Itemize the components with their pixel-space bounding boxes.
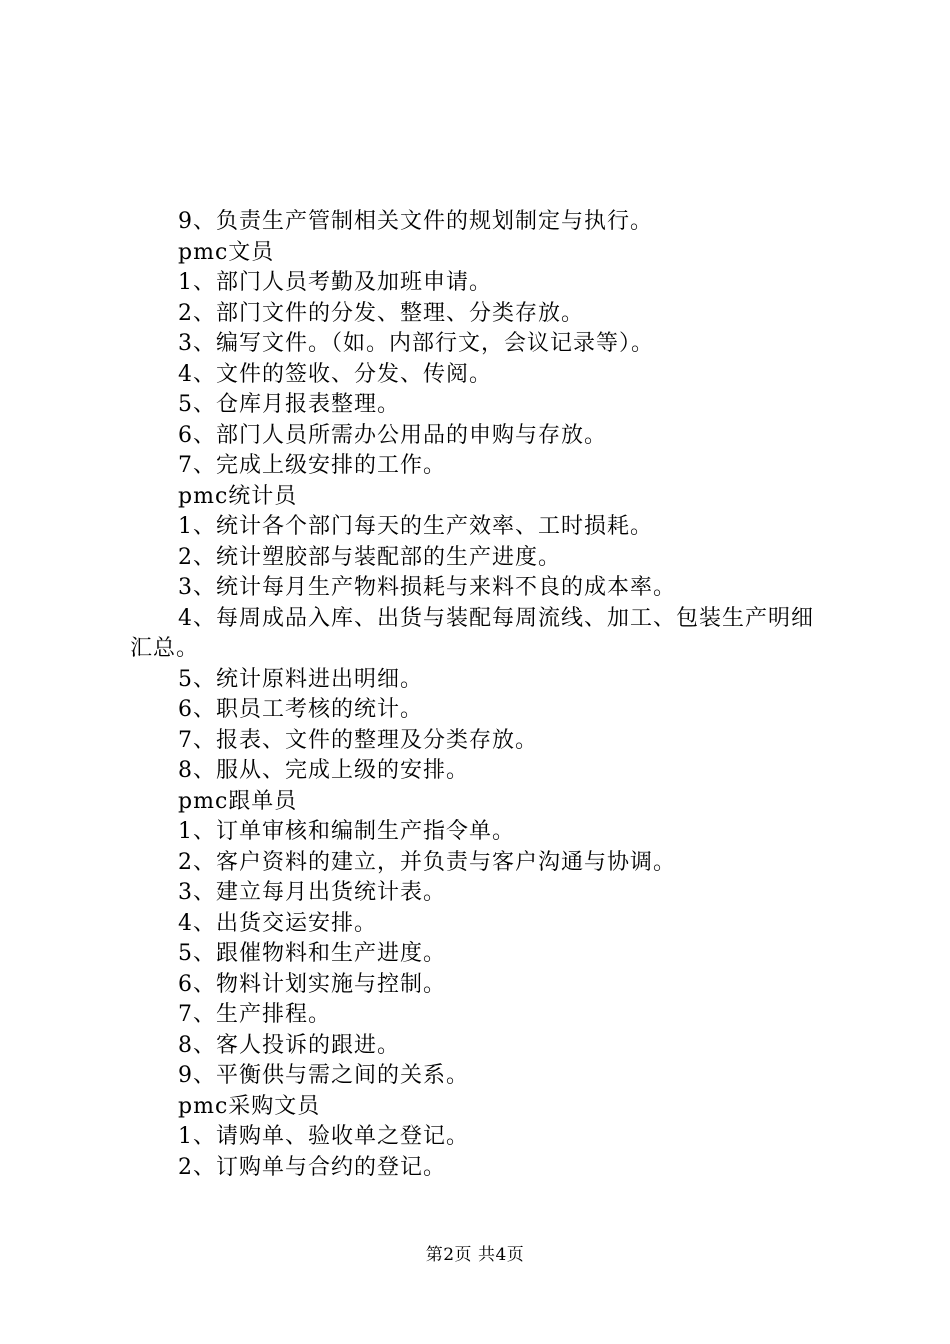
text-line: 7、生产排程。 xyxy=(178,1002,331,1027)
text-line: 3、编写文件。（如。内部行文，会议记录等）。 xyxy=(178,331,654,356)
text-line: 5、统计原料进出明细。 xyxy=(178,666,423,692)
text-line: 7、完成上级安排的工作。 xyxy=(178,453,446,478)
text-line: 6、物料计划实施与控制。 xyxy=(178,971,446,997)
text-line: 1、部门人员考勤及加班申请。 xyxy=(178,270,492,295)
text-line: 5、仓库月报表整理。 xyxy=(178,392,400,417)
text-paragraph: 4、每周成品入库、出货与装配每周流线、加工、包装生产明细汇总。 xyxy=(130,605,814,661)
text-line: 1、统计各个部门每天的生产效率、工时损耗。 xyxy=(178,514,653,539)
text-line: 2、部门文件的分发、整理、分类存放。 xyxy=(178,300,584,326)
text-line: 4、文件的签收、分发、传阅。 xyxy=(178,361,492,387)
text-line: 1、订单审核和编制生产指令单。 xyxy=(178,819,515,844)
text-line: 8、客人投诉的跟进。 xyxy=(178,1032,400,1058)
text-line: 2、统计塑胶部与装配部的生产进度。 xyxy=(178,544,561,570)
text-line: 7、报表、文件的整理及分类存放。 xyxy=(178,727,538,753)
text-line: 2、订购单与合约的登记。 xyxy=(178,1154,446,1180)
text-line: 6、部门人员所需办公用品的申购与存放。 xyxy=(178,422,607,448)
text-line: 9、负责生产管制相关文件的规划制定与执行。 xyxy=(178,209,653,234)
section-heading: pmc跟单员 xyxy=(178,788,298,814)
text-line: 3、统计每月生产物料损耗与来料不良的成本率。 xyxy=(178,575,676,600)
text-line: 8、服从、完成上级的安排。 xyxy=(178,758,469,783)
text-line: 9、平衡供与需之间的关系。 xyxy=(178,1063,469,1088)
section-heading: pmc采购文员 xyxy=(178,1093,321,1119)
text-line: 4、出货交运安排。 xyxy=(178,910,377,936)
text-line: 6、职员工考核的统计。 xyxy=(178,697,423,722)
text-line: 3、建立每月出货统计表。 xyxy=(178,880,446,905)
text-line: 5、跟催物料和生产进度。 xyxy=(178,941,446,966)
page-footer: 第2页 共4页 xyxy=(425,1245,525,1265)
section-heading: pmc统计员 xyxy=(178,483,298,509)
section-heading: pmc文员 xyxy=(178,239,275,265)
text-line: 2、客户资料的建立，并负责与客户沟通与协调。 xyxy=(178,849,676,875)
document-body xyxy=(130,207,830,1183)
text-line: 1、请购单、验收单之登记。 xyxy=(178,1124,469,1149)
